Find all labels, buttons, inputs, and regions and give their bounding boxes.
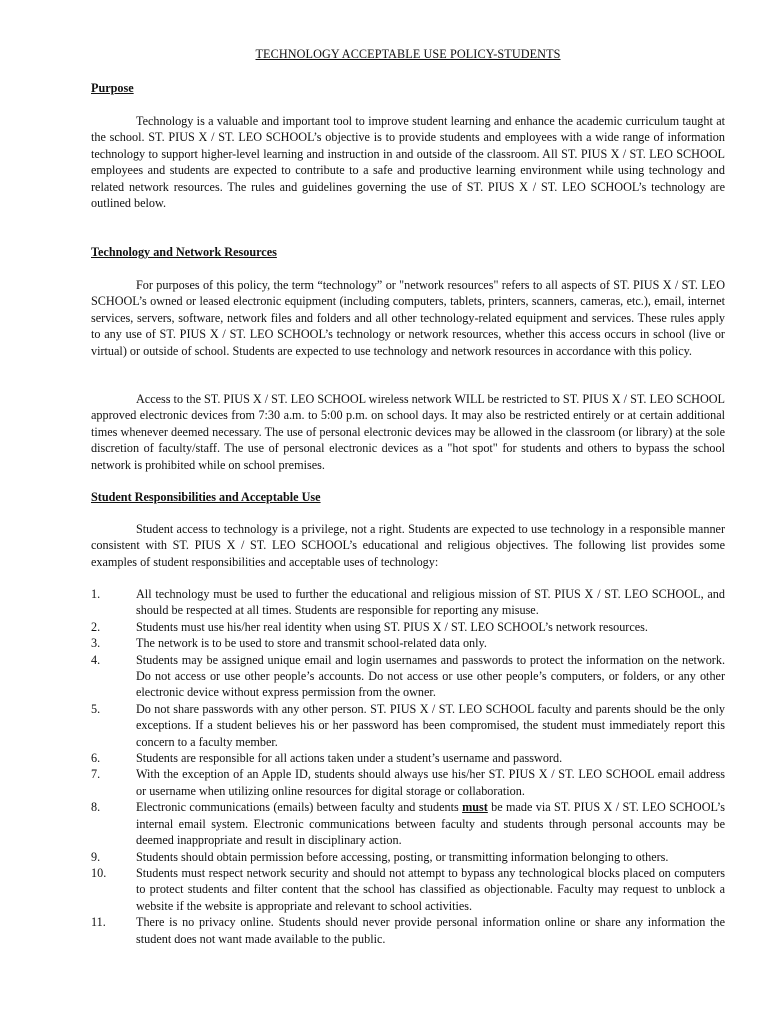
- list-item-text: Do not share passwords with any other person. ST. PIUS X / ST. LEO SCHOOL faculty and parents should be the only exceptions. If a student believes his or her password has been compromised, the student must immediately report this concern to a faculty member.: [136, 701, 725, 749]
- resources-paragraph-1: For purposes of this policy, the term “technology” or "network resources" refers to all aspects of ST. PIUS X / ST. LEO SCHOOL’s owned or leased electronic equipment (including computers, tablets, printers, scanners, cameras, etc.), email, internet services, servers, software, network files and folders and all other technology-related equipment and services. These rules apply to any use of ST. PIUS X / ST. LEO SCHOOL’s technology or network resources, whether this access occurs in school (live or virtual) or outside of school. Students are expected to use technology and network resources in accordance with this policy.: [91, 278, 725, 358]
- list-item-text: Students may be assigned unique email and login usernames and passwords to protect the information on the network. Do not access or use other people’s accounts. Do not access or use other people’s computers, or folders, or any other electronic device without express permission from the owner.: [136, 652, 725, 700]
- list-item-5: [91, 701, 725, 750]
- resources-paragraph-2: Access to the ST. PIUS X / ST. LEO SCHOOL wireless network WILL be restricted to ST. PIUS X / ST. LEO SCHOOL approved electronic devices from 7:30 a.m. to 5:00 p.m. on school days. It may also be restricted entirely or at certain additional times whenever deemed necessary. The use of personal electronic devices may be allowed in the classroom (or library) at the sole discretion of faculty/staff. The use of personal electronic devices as a "hot spot" for students and others to bypass the school network is prohibited while on school premises.: [91, 392, 725, 472]
- list-item-number: 9.: [91, 849, 101, 864]
- list-item-6: [91, 750, 725, 766]
- list-item-text: Students are responsible for all actions taken under a student’s username and password.: [136, 751, 563, 766]
- list-item-text: Students must respect network security and should not attempt to bypass any technological blocks placed on computers to protect students and filter content that the school has classified as objectionable. Faculty may request to unblock a website if the website is appropriate and relevant to school activities.: [136, 865, 725, 913]
- list-item-text: The network is to be used to store and transmit school-related data only.: [136, 636, 487, 651]
- list-item-emphasis: must: [462, 800, 488, 815]
- list-item-text: With the exception of an Apple ID, students should always use his/her ST. PIUS X / ST. LEO SCHOOL email address or username when utilizing online resources for digital storage or collaboration.: [136, 767, 725, 798]
- list-item-number: 2.: [91, 619, 101, 634]
- document-title: TECHNOLOGY ACCEPTABLE USE POLICY-STUDENTS: [255, 47, 561, 61]
- list-item-number: 5.: [91, 701, 101, 716]
- purpose-heading: Purpose: [91, 81, 134, 95]
- list-item-number: 8.: [91, 800, 101, 815]
- list-item-number: 11.: [91, 915, 106, 930]
- list-item-text-after: be made via ST. PIUS X / ST. LEO SCHOOL’s internal email system. Electronic communications between faculty and students through personal accounts may be deemed inappropriate and result in disciplinary action.: [136, 800, 725, 848]
- list-item-text: Students must use his/her real identity when using ST. PIUS X / ST. LEO SCHOOL’s network resources.: [136, 619, 648, 634]
- list-item-8: [91, 799, 725, 848]
- list-item-number: 6.: [91, 751, 101, 766]
- responsibilities-heading: Student Responsibilities and Acceptable Use: [91, 490, 321, 504]
- resources-heading: Technology and Network Resources: [91, 245, 277, 259]
- list-item-2: [91, 619, 725, 635]
- list-item-number: 1.: [91, 587, 101, 601]
- list-item-10: [91, 865, 725, 914]
- list-item-9: [91, 849, 725, 865]
- list-item-number: 10.: [91, 865, 107, 880]
- list-item-text-before: Electronic communications (emails) between faculty and students: [136, 800, 463, 815]
- list-item-number: 4.: [91, 652, 101, 667]
- list-item-text: Students should obtain permission before accessing, posting, or transmitting information belonging to others.: [136, 849, 669, 864]
- list-item-1: [91, 586, 725, 619]
- list-item-11: [91, 914, 725, 947]
- purpose-paragraph: Technology is a valuable and important tool to improve student learning and enhance the academic curriculum taught at the school. ST. PIUS X / ST. LEO SCHOOL’s objective is to provide students and employees with a wide range of information technology to support higher-level learning and instruction in and outside of the classroom. All ST. PIUS X / ST. LEO SCHOOL employees and students are expected to contribute to a safe and productive learning environment while using technology and related network resources. The rules and guidelines governing the use of ST. PIUS X / ST. LEO SCHOOL’s technology are outlined below.: [91, 114, 725, 211]
- list-item-number: 3.: [91, 636, 101, 651]
- list-item-7: [91, 766, 725, 799]
- responsibilities-paragraph: Student access to technology is a privilege, not a right. Students are expected to use technology in a responsible manner consistent with ST. PIUS X / ST. LEO SCHOOL’s educational and religious objectives. The following list provides some examples of student responsibilities and acceptable uses of technology:: [91, 522, 725, 569]
- list-item-text: All technology must be used to further the educational and religious mission of ST. PIUS X / ST. LEO SCHOOL, and should be respected at all times. Students are responsible for reporting any misuse.: [136, 587, 725, 618]
- list-item-3: [91, 635, 725, 651]
- list-item-text: There is no privacy online. Students should never provide personal information online or share any information the student does not want made available to the public.: [136, 915, 725, 946]
- list-item-4: [91, 652, 725, 701]
- responsibilities-list: [91, 586, 725, 947]
- list-item-number: 7.: [91, 767, 101, 782]
